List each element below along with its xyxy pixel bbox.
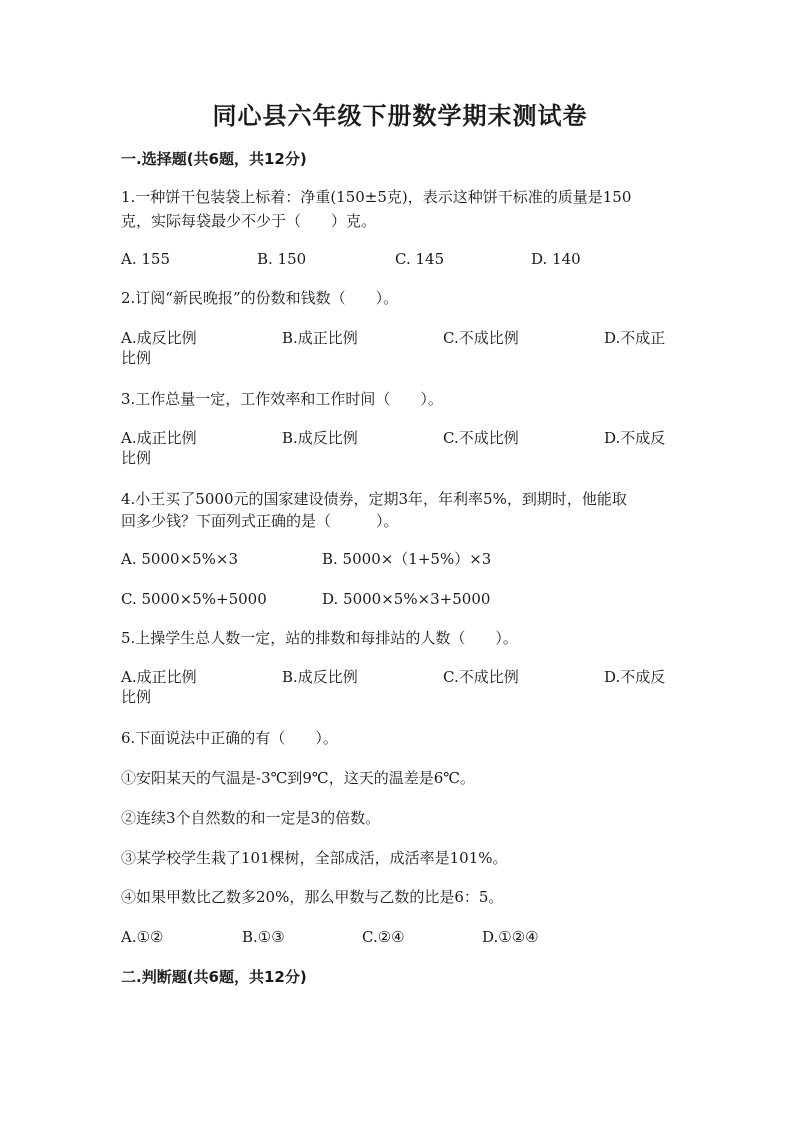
q3-option-b: B.成反比例 <box>282 429 358 447</box>
q6-statement-4: ④如果甲数比乙数多20%，那么甲数与乙数的比是6：5。 <box>121 888 504 906</box>
q1-option-d: D. 140 <box>531 250 581 268</box>
q3-option-d: D.不成反 <box>604 429 666 447</box>
q6-option-a: A.①② <box>121 928 164 946</box>
q4-option-b: B. 5000×（1+5%）×3 <box>322 550 492 568</box>
q2-option-a: A.成反比例 <box>121 329 197 347</box>
question-4-text-cont: 回多少钱？下面列式正确的是（ ）。 <box>121 512 399 530</box>
q6-statement-2: ②连续3个自然数的和一定是3的倍数。 <box>121 809 381 827</box>
q1-option-c: C. 145 <box>395 250 445 268</box>
q4-option-c: C. 5000×5%+5000 <box>121 590 267 608</box>
question-3-text: 3.工作总量一定，工作效率和工作时间（ ）。 <box>121 390 443 408</box>
question-2-text: 2.订阅“新民晚报”的份数和钱数（ ）。 <box>121 289 399 307</box>
q5-option-a: A.成正比例 <box>121 668 197 686</box>
q5-option-b: B.成反比例 <box>282 668 358 686</box>
q6-option-d: D.①②④ <box>482 928 539 946</box>
q6-option-c: C.②④ <box>362 928 405 946</box>
q6-statement-3: ③某学校学生栽了101棵树，全部成活，成活率是101%。 <box>121 849 508 867</box>
question-6-text: 6.下面说法中正确的有（ ）。 <box>121 729 338 747</box>
q2-option-b: B.成正比例 <box>282 329 358 347</box>
question-1-text-cont: 克，实际每袋最少不少于（ ）克。 <box>121 212 377 230</box>
q5-option-d: D.不成反 <box>604 668 666 686</box>
q1-option-b: B. 150 <box>257 250 307 268</box>
section-heading-judge: 二.判断题(共6题，共12分) <box>121 968 307 986</box>
q6-option-b: B.①③ <box>242 928 285 946</box>
q3-option-c: C.不成比例 <box>443 429 519 447</box>
q3-option-d-wrap: 比例 <box>121 449 152 467</box>
q1-option-a: A. 155 <box>121 250 170 268</box>
q6-statement-1: ①安阳某天的气温是-3℃到9℃，这天的温差是6℃。 <box>121 769 476 787</box>
q4-option-a: A. 5000×5%×3 <box>121 550 239 568</box>
question-4-text: 4.小王买了5000元的国家建设债券，定期3年，年利率5%，到期时，他能取 <box>121 490 627 508</box>
q2-option-d: D.不成正 <box>604 329 666 347</box>
question-1-text: 1.一种饼干包装袋上标着：净重(150±5克)，表示这种饼干标准的质量是150 <box>121 188 632 206</box>
q4-option-d: D. 5000×5%×3+5000 <box>322 590 491 608</box>
question-5-text: 5.上操学生总人数一定，站的排数和每排站的人数（ ）。 <box>121 629 518 647</box>
q5-option-d-wrap: 比例 <box>121 688 152 706</box>
page-title: 同心县六年级下册数学期末测试卷 <box>212 102 588 130</box>
section-heading-choice: 一.选择题(共6题，共12分) <box>121 150 307 168</box>
q2-option-c: C.不成比例 <box>443 329 519 347</box>
q3-option-a: A.成正比例 <box>121 429 197 447</box>
q5-option-c: C.不成比例 <box>443 668 519 686</box>
q2-option-d-wrap: 比例 <box>121 349 152 367</box>
